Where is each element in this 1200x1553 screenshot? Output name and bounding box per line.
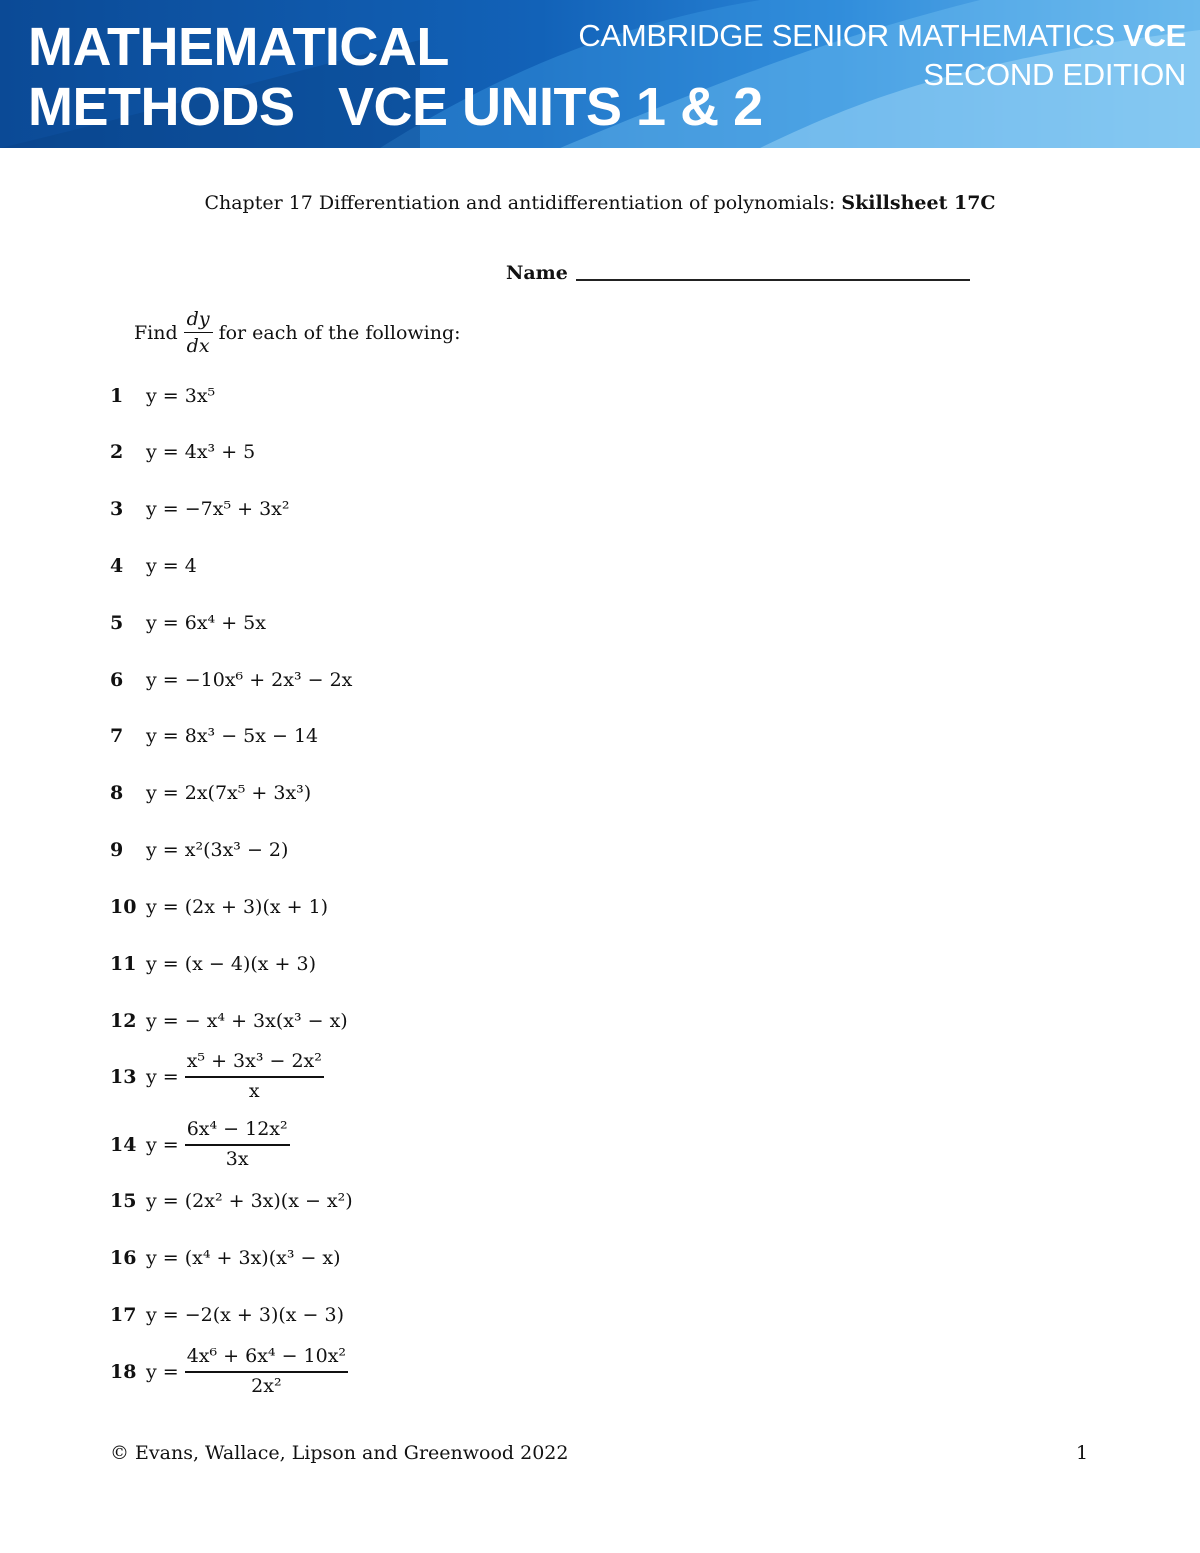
subtitle-chapter: Chapter 17 Differentiation and antidifferentiation of polynomials:: [204, 192, 836, 214]
fraction-numerator: 4x⁶ + 6x⁴ − 10x²: [185, 1346, 348, 1373]
question-item: [110, 944, 316, 984]
question-number: 12: [110, 1010, 137, 1032]
question-item: [110, 1047, 324, 1107]
question-number: 6: [110, 669, 124, 691]
question-expression: y = 3x⁵: [146, 385, 216, 407]
fraction-denominator: 3x: [225, 1148, 249, 1170]
question-expression: y = 4x³ + 5: [146, 441, 256, 463]
fraction-numerator: x⁵ + 3x³ − 2x²: [185, 1051, 324, 1078]
name-field: [506, 262, 970, 284]
question-lhs: y =: [146, 1361, 179, 1383]
copyright-notice: © Evans, Wallace, Lipson and Greenwood 2022: [110, 1442, 569, 1464]
question-expression: y = 2x(7x⁵ + 3x³): [146, 782, 312, 804]
question-item: [110, 432, 255, 472]
question-item: [110, 830, 288, 870]
question-expression: [146, 1119, 290, 1171]
question-item: [110, 1342, 348, 1402]
edition-label: SECOND EDITION: [923, 57, 1186, 92]
series-name: [578, 20, 1186, 51]
question-item: [110, 603, 266, 643]
question-item: [110, 1001, 348, 1041]
instruction-before: Find: [134, 321, 178, 344]
question-number: 7: [110, 725, 124, 747]
question-expression: y = −2(x + 3)(x − 3): [146, 1304, 344, 1326]
header-banner: [0, 0, 1200, 148]
question-number: 2: [110, 441, 124, 463]
name-label: Name: [506, 262, 568, 284]
name-blank-line: [576, 279, 970, 281]
subtitle-skillsheet: Skillsheet 17C: [841, 192, 996, 214]
instruction-after: for each of the following:: [218, 321, 461, 344]
series-block: [578, 20, 1186, 90]
page-subtitle: [0, 192, 1200, 214]
question-number: 4: [110, 555, 124, 577]
instruction: [134, 308, 461, 357]
question-number: 1: [110, 385, 124, 407]
question-number: 17: [110, 1304, 137, 1326]
question-expression: [146, 1346, 348, 1398]
question-item: [110, 546, 197, 586]
question-number: 5: [110, 612, 124, 634]
question-expression: y = (2x² + 3x)(x − x²): [146, 1190, 353, 1212]
question-expression: y = 6x⁴ + 5x: [146, 612, 266, 634]
question-number: 18: [110, 1361, 137, 1383]
question-number: 15: [110, 1190, 137, 1212]
question-expression: y = − x⁴ + 3x(x³ − x): [146, 1010, 348, 1032]
series-name-text: CAMBRIDGE SENIOR MATHEMATICS: [578, 18, 1115, 53]
question-expression: [146, 1051, 324, 1103]
question-number: 8: [110, 782, 124, 804]
question-number: 9: [110, 839, 124, 861]
question-number: 14: [110, 1134, 137, 1156]
question-item: [110, 1115, 290, 1175]
question-item: [110, 1238, 341, 1278]
question-number: 10: [110, 896, 137, 918]
question-item: [110, 716, 318, 756]
question-expression: y = (2x + 3)(x + 1): [146, 896, 329, 918]
fraction-denominator: x: [248, 1080, 260, 1102]
page-number: 1: [1076, 1442, 1089, 1464]
series-suffix: VCE: [1123, 18, 1186, 53]
question-expression: y = x²(3x³ − 2): [146, 839, 289, 861]
question-item: [110, 887, 328, 927]
question-lhs: y =: [146, 1134, 179, 1156]
question-number: 11: [110, 953, 137, 975]
question-item: [110, 489, 290, 529]
question-fraction: [185, 1051, 324, 1103]
question-expression: y = −7x⁵ + 3x²: [146, 498, 290, 520]
question-lhs: y =: [146, 1066, 179, 1088]
question-item: [110, 773, 311, 813]
question-item: [110, 1181, 353, 1221]
question-expression: y = 4: [146, 555, 197, 577]
fraction-denominator: 2x²: [251, 1375, 282, 1397]
question-fraction: [185, 1119, 290, 1171]
question-expression: y = 8x³ − 5x − 14: [146, 725, 319, 747]
question-item: [110, 1295, 344, 1335]
question-fraction: [185, 1346, 348, 1398]
question-item: [110, 376, 215, 416]
fraction-numerator: 6x⁴ − 12x²: [185, 1119, 290, 1146]
question-number: 13: [110, 1066, 137, 1088]
question-expression: y = −10x⁶ + 2x³ − 2x: [146, 669, 353, 691]
fraction-denominator: dx: [186, 335, 210, 357]
question-expression: y = (x⁴ + 3x)(x³ − x): [146, 1247, 341, 1269]
question-expression: y = (x − 4)(x + 3): [146, 953, 316, 975]
question-number: 16: [110, 1247, 137, 1269]
fraction-numerator: dy: [184, 308, 213, 333]
question-item: [110, 660, 352, 700]
derivative-fraction: [184, 308, 213, 357]
book-title-line-2: METHODS VCE UNITS 1 & 2: [28, 77, 763, 137]
question-number: 3: [110, 498, 124, 520]
book-title-line-1: MATHEMATICAL: [28, 17, 449, 77]
